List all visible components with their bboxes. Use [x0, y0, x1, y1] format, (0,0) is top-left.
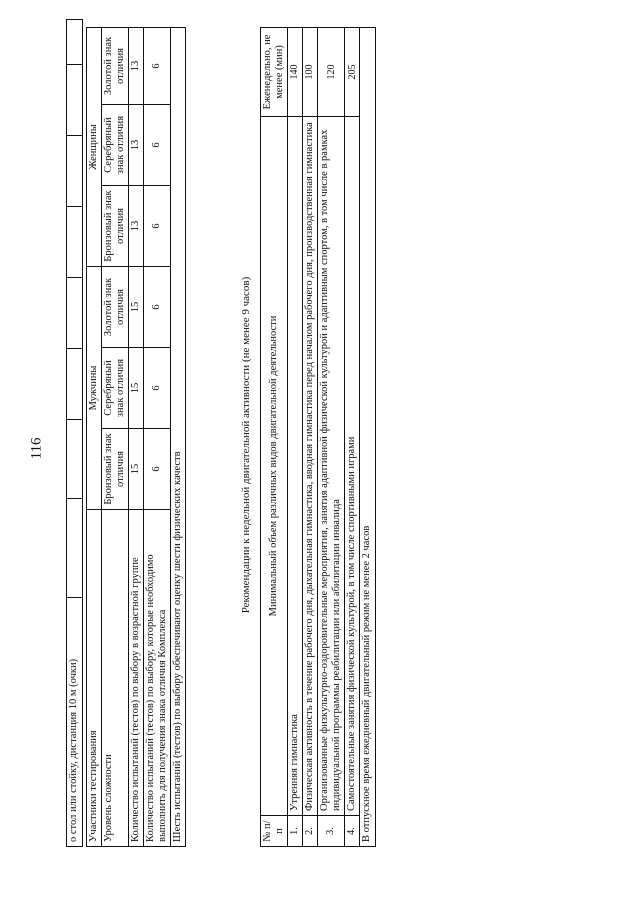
activity-footer: В отпускное время ежедневный двигательный режим не менее 2 часов	[360, 28, 375, 847]
badge-header: Серебряный знак отличия	[102, 348, 129, 429]
value-cell: 13	[129, 28, 144, 105]
participants-label: Участники тестирования	[87, 510, 102, 847]
table-row	[360, 28, 375, 847]
table-row	[345, 28, 360, 847]
row-label: Количество испытаний (тестов) по выбору в возрастной группе	[129, 510, 144, 847]
table-cell	[67, 349, 83, 420]
table-cell	[67, 65, 83, 136]
badge-header: Бронзовый знак отличия	[102, 186, 129, 267]
col-num-header: № п/п	[261, 816, 288, 847]
activity-text: Физическая активность в течение рабочего дня, дыхательная гимнастика, вводная гимнастика перед началом рабочего дня, производственная гимнастика	[303, 117, 318, 816]
badge-header: Золотой знак отличия	[102, 28, 129, 105]
value-cell: 6	[144, 429, 171, 510]
men-header: Мужчины	[87, 267, 102, 510]
table-row	[102, 28, 129, 847]
value-cell: 6	[144, 348, 171, 429]
table-row	[303, 28, 318, 847]
page-number: 116	[28, 437, 45, 460]
table-cell	[67, 207, 83, 278]
activity-text: Утренняя гимнастика	[288, 117, 303, 816]
activity-value: 140	[288, 28, 303, 117]
row-num: 2.	[303, 816, 318, 847]
table-cell	[67, 20, 83, 65]
value-cell: 6	[144, 186, 171, 267]
value-cell: 13	[129, 186, 144, 267]
women-header: Женщины	[87, 28, 102, 267]
table-cell	[67, 499, 83, 598]
value-cell: 15	[129, 348, 144, 429]
col-weekly-header: Еженедельно, не менее (мин)	[261, 28, 288, 117]
activity-text: Организованные физкультурно-оздоровительные мероприятия, занятия адаптивной физической культурой и адаптивным спортом, в том числе в рамках индивидуальной программы реабилитации или абилитации инвалида	[318, 117, 345, 816]
table-row	[144, 28, 171, 847]
row-num: 4.	[345, 816, 360, 847]
badge-header: Золотой знак отличия	[102, 267, 129, 348]
activity-value: 120	[318, 28, 345, 117]
activity-caption: Рекомендации к недельной двигательной активности (не менее 9 часов)	[240, 276, 252, 614]
col-activity-header: Минимальный объем различных видов двигательной деятельности	[261, 117, 288, 816]
standards-note: Шесть испытаний (тестов) по выбору обеспечивают оценку шести физических качеств	[171, 28, 186, 847]
table-cell	[67, 278, 83, 349]
level-label: Уровень сложности	[102, 510, 129, 847]
table-row	[261, 28, 288, 847]
standards-table	[86, 27, 186, 847]
table-row	[87, 28, 102, 847]
table-cell: о стол или стойку, дистанция 10 м (очки)	[67, 598, 83, 847]
table-row	[288, 28, 303, 847]
activity-value: 205	[345, 28, 360, 117]
value-cell: 6	[144, 28, 171, 105]
value-cell: 13	[129, 105, 144, 186]
value-cell: 6	[144, 105, 171, 186]
value-cell: 15	[129, 429, 144, 510]
table-row	[129, 28, 144, 847]
row-num: 3.	[318, 816, 345, 847]
value-cell: 6	[144, 267, 171, 348]
badge-header: Бронзовый знак отличия	[102, 429, 129, 510]
activity-value: 100	[303, 28, 318, 117]
activity-text: Самостоятельные занятия физической культурой, в том числе спортивными играми	[345, 117, 360, 816]
table-row	[171, 28, 186, 847]
value-cell: 15	[129, 267, 144, 348]
row-label: Количество испытаний (тестов) по выбору, которые необходимо выполнить для получения знака отличия Комплекса	[144, 510, 171, 847]
table-cell	[67, 420, 83, 499]
previous-table-tail	[66, 19, 83, 847]
table-cell	[67, 136, 83, 207]
table-row	[67, 20, 83, 847]
table-row	[318, 28, 345, 847]
activity-table	[260, 27, 376, 847]
row-num: 1.	[288, 816, 303, 847]
badge-header: Серебряный знак отличия	[102, 105, 129, 186]
